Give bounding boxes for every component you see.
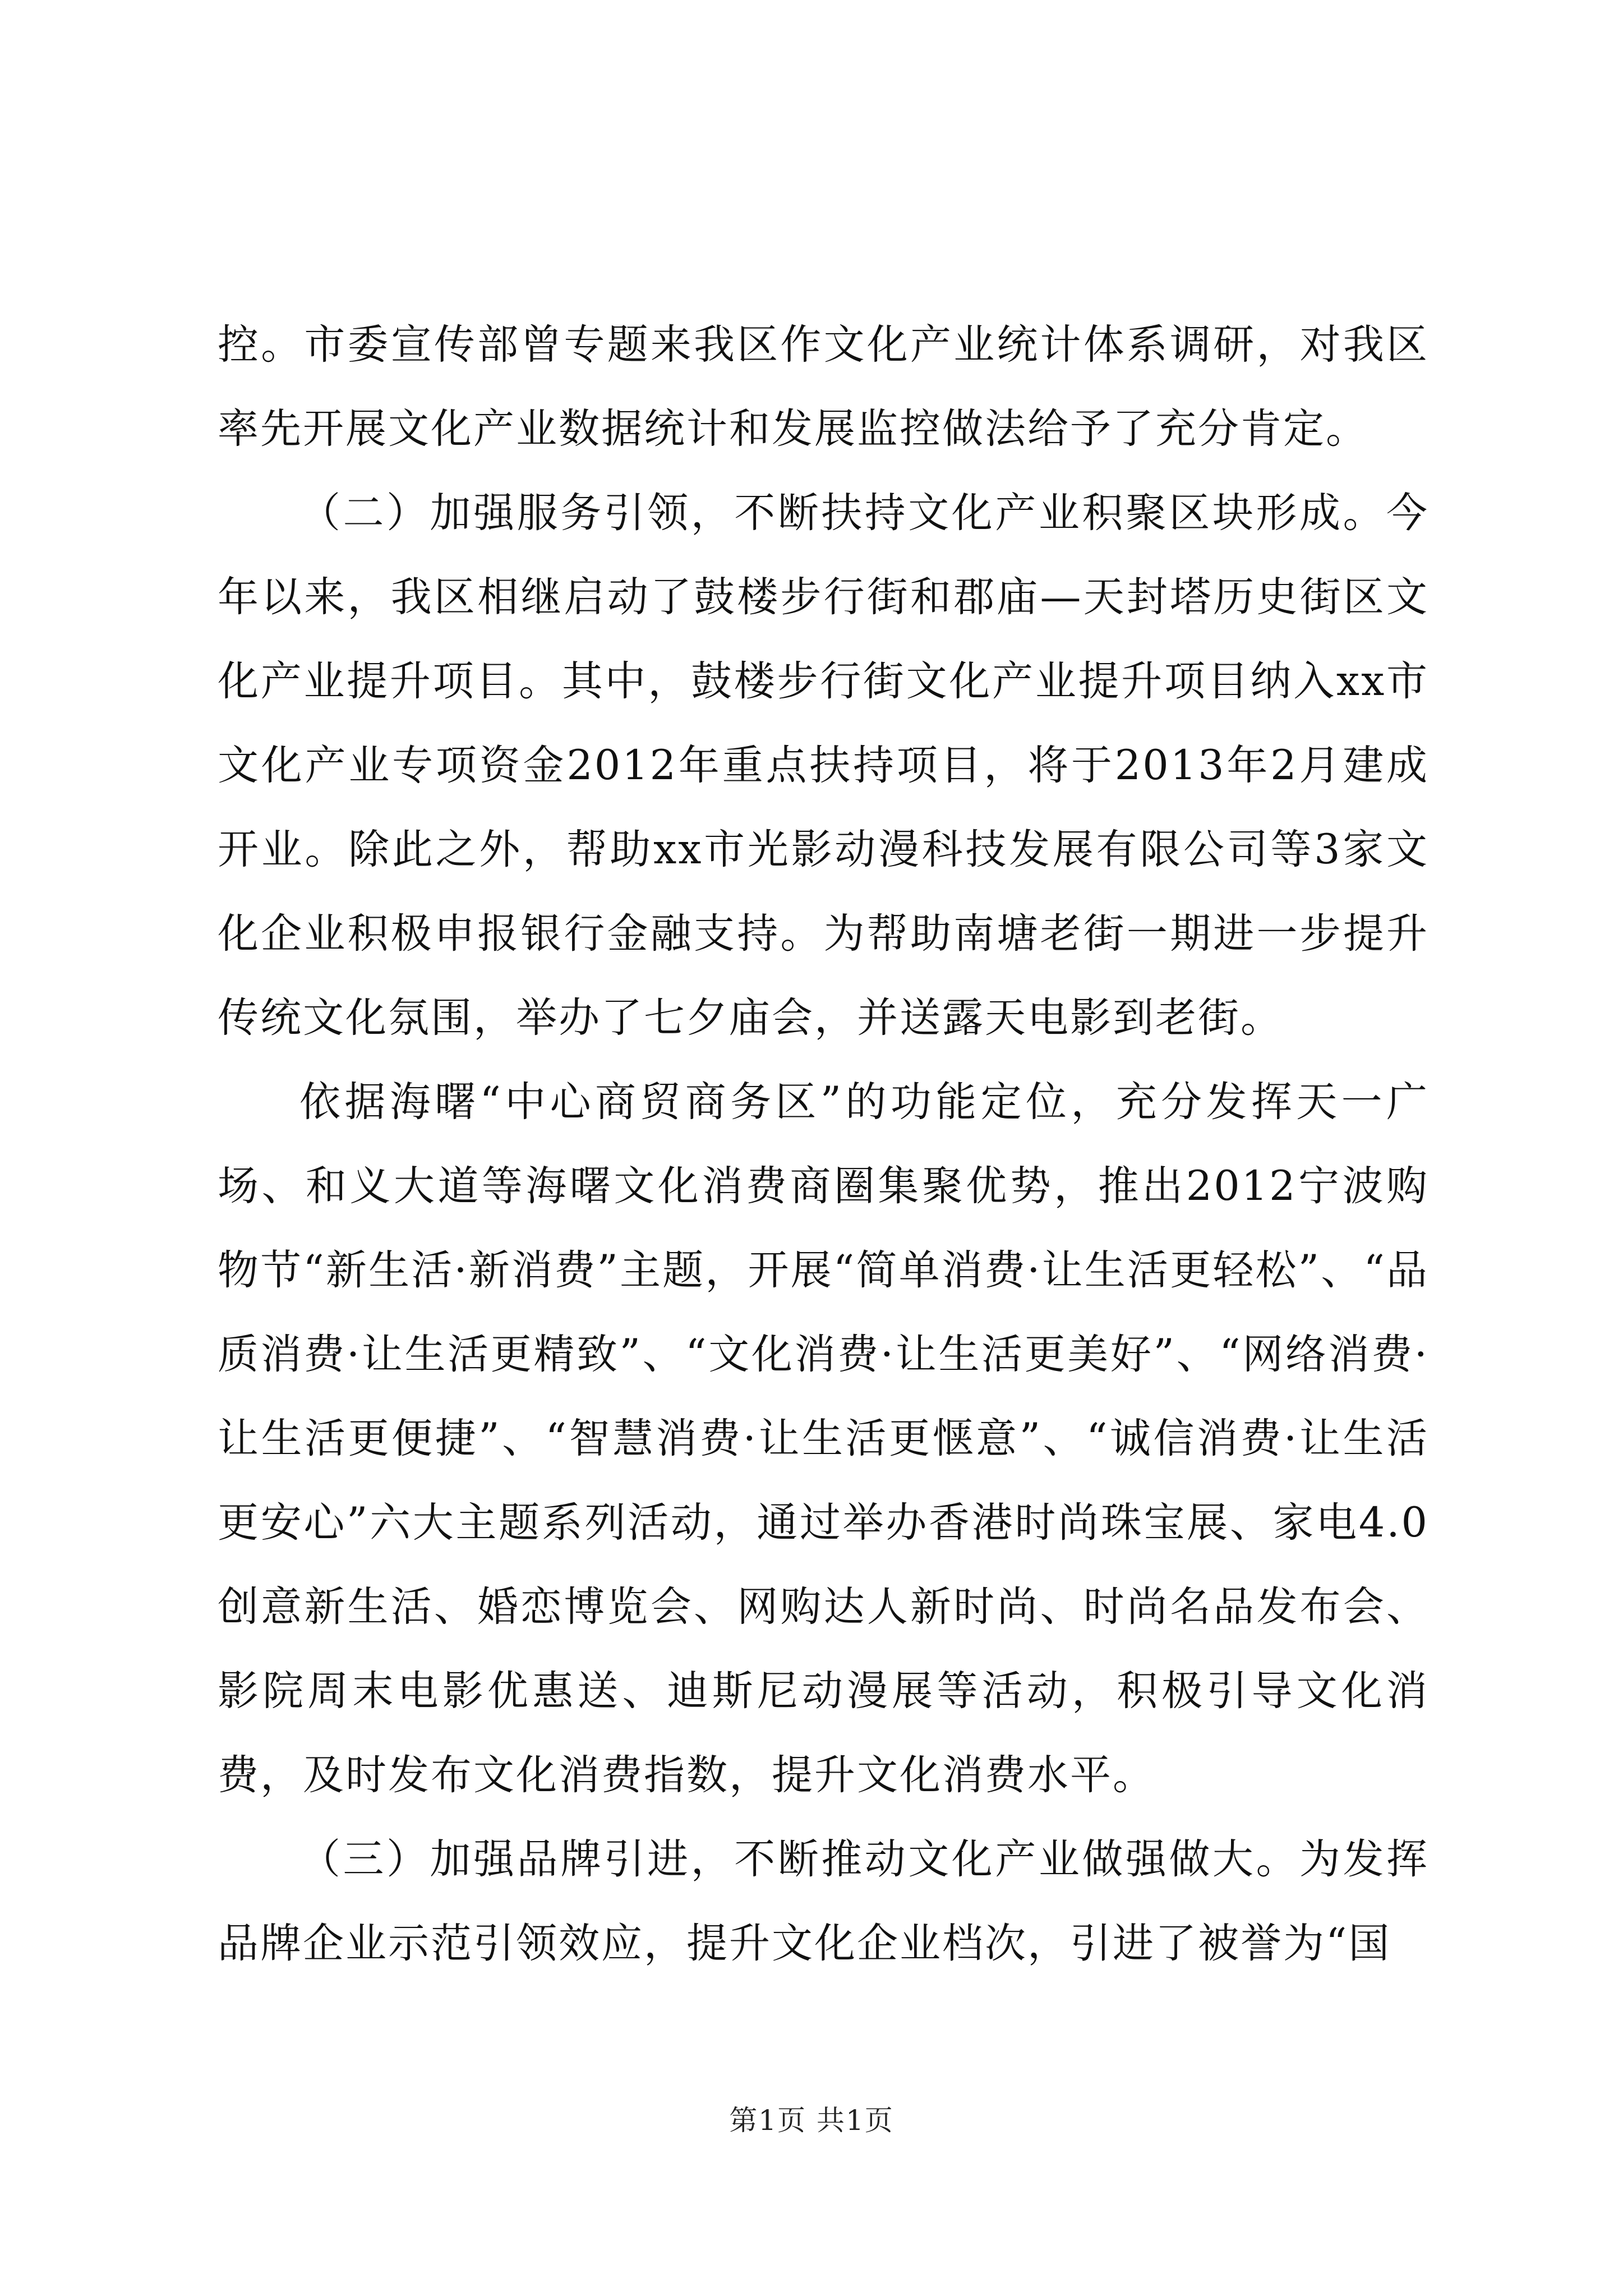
paragraph-section-three: （三）加强品牌引进，不断推动文化产业做强做大。为发挥品牌企业示范引领效应，提升文化企业档次，引进了被誉为“国 xyxy=(218,1835,1429,1967)
paragraph-consumption: 依据海曙“中心商贸商务区”的功能定位，充分发挥天一广场、和义大道等海曙文化消费商圈集聚优势，推出2012宁波购物节“新生活·新消费”主题，开展“简单消费·让生活更轻松”、“品质消费·让生活更精致”、“文化消费·让生活更美好”、“网络消费·让生活更便捷”、“智慧消费·让生活更惬意”、“诚信消费·让生活更安心”六大主题系列活动，通过举办香港时尚珠宝展、家电4.0创意新生活、婚恋博览会、网购达人新时尚、时尚名品发布会、影院周末电影优惠送、迪斯尼动漫展等活动，积极引导文化消费，及时发布文化消费指数，提升文化消费水平。 xyxy=(218,1078,1429,1799)
paragraph-continuation: 控。市委宣传部曾专题来我区作文化产业统计体系调研，对我区率先开展文化产业数据统计和发展监控做法给予了充分肯定。 xyxy=(218,321,1429,453)
body-text xyxy=(218,303,1429,1986)
paragraph-section-two: （二）加强服务引领，不断扶持文化产业积聚区块形成。今年以来，我区相继启动了鼓楼步行街和郡庙—天封塔历史街区文化产业提升项目。其中，鼓楼步行街文化产业提升项目纳入xx市文化产业专项资金2012年重点扶持项目，将于2013年2月建成开业。除此之外，帮助xx市光影动漫科技发展有限公司等3家文化企业积极申报银行金融支持。为帮助南塘老街一期进一步提升传统文化氛围，举办了七夕庙会，并送露天电影到老街。 xyxy=(218,489,1429,1042)
page-footer: 第1页 共1页 xyxy=(729,2104,894,2137)
